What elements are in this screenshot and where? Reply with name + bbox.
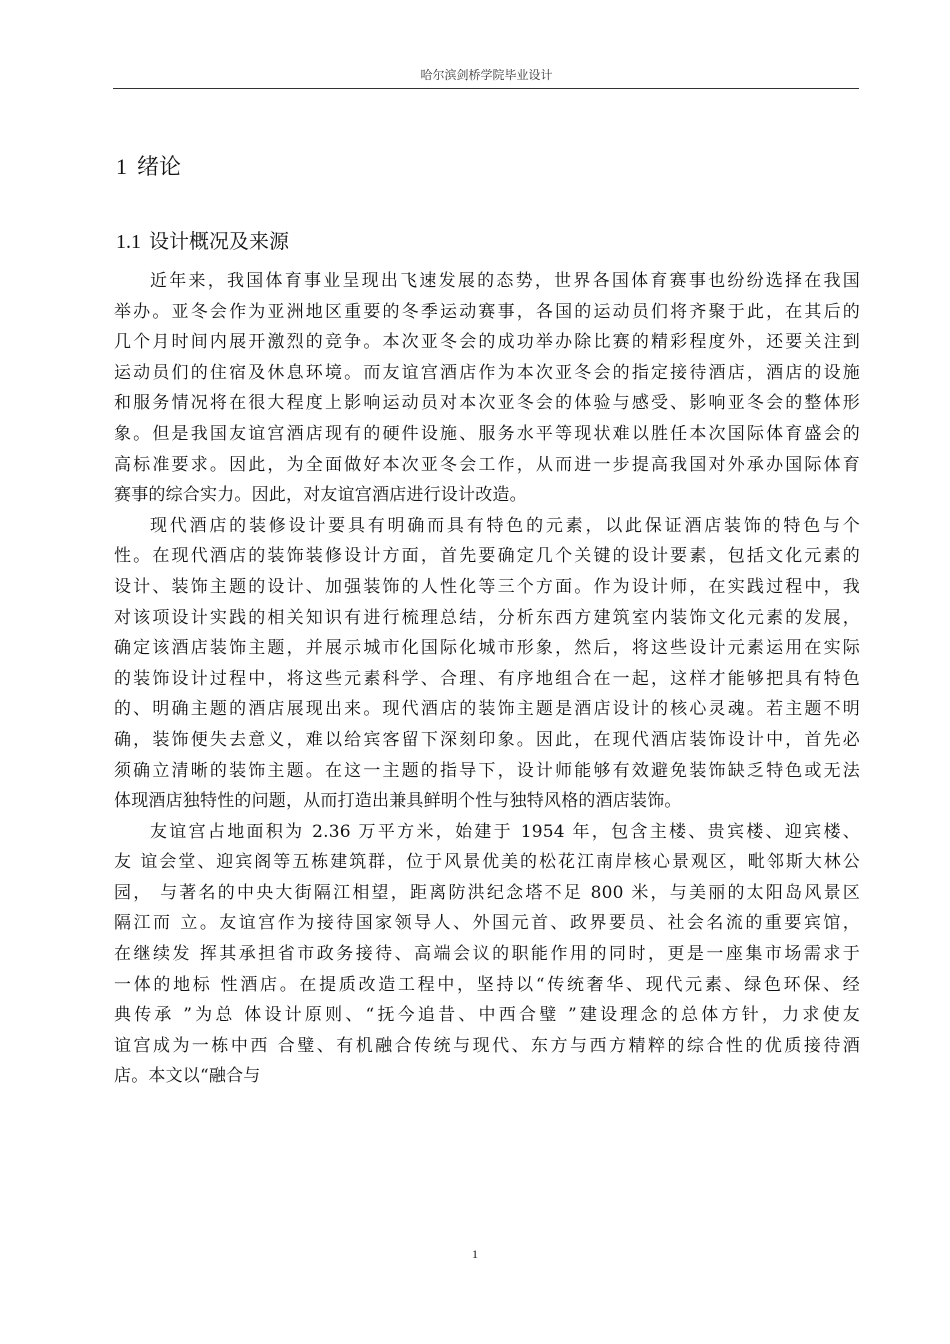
text-line: 确定该酒店装饰主题，并展示城市化国际化城市形象，然后，将这些设计元素运用在实际 bbox=[114, 638, 860, 659]
text-line: 典传承 ”为总 体设计原则、“抚今追昔、中西合璧 ”建设理念的总体方针，力求使友 bbox=[114, 1005, 860, 1026]
text-line: 友 谊会堂、迎宾阁等五栋建筑群，位于风景优美的松花江南岸核心景观区，毗邻斯大林公 bbox=[114, 852, 860, 873]
page-number: 1 bbox=[472, 1247, 478, 1261]
section-heading bbox=[116, 225, 289, 254]
running-header: 哈尔滨剑桥学院毕业设计 bbox=[420, 68, 553, 82]
text-line: 对该项设计实践的相关知识有进行梳理总结，分析东西方建筑室内装饰文化元素的发展， bbox=[114, 607, 860, 628]
chapter-number: 1 bbox=[116, 154, 127, 179]
text-line: 一体的地标 性酒店。在提质改造工程中，坚持以“传统奢华、现代元素、绿色环保、经 bbox=[114, 974, 860, 995]
text-line: 现代酒店的装修设计要具有明确而具有特色的元素，以此保证酒店装饰的特色与个 bbox=[150, 515, 860, 536]
text-line: 设计、装饰主题的设计、加强装饰的人性化等三个方面。作为设计师，在实践过程中，我 bbox=[114, 576, 860, 597]
text-line: 高标准要求。因此，为全面做好本次亚冬会工作，从而进一步提高我国对外承办国际体育 bbox=[114, 454, 860, 475]
text-line: 谊宫成为一栋中西 合璧、有机融合传统与现代、东方与西方精粹的综合性的优质接待酒 bbox=[114, 1035, 860, 1056]
text-line: 的、明确主题的酒店展现出来。现代酒店的装饰主题是酒店设计的核心灵魂。若主题不明 bbox=[114, 699, 860, 720]
text-line: 举办。亚冬会作为亚洲地区重要的冬季运动赛事，各国的运动员们将齐聚于此，在其后的 bbox=[114, 301, 860, 322]
text-line: 赛事的综合实力。因此，对友谊宫酒店进行设计改造。 bbox=[114, 485, 527, 506]
text-line: 隔江而 立。友谊宫作为接待国家领导人、外国元首、政界要员、社会名流的重要宾馆， bbox=[114, 913, 860, 934]
text-line: 须确立清晰的装饰主题。在这一主题的指导下，设计师能够有效避免装饰缺乏特色或无法 bbox=[114, 760, 860, 781]
text-line: 友谊宫占地面积为 2.36 万平方米，始建于 1954 年，包含主楼、贵宾楼、迎宾楼、 bbox=[150, 821, 860, 842]
text-line: 性。在现代酒店的装饰装修设计方面，首先要确定几个关键的设计要素，包括文化元素的 bbox=[114, 546, 860, 567]
paragraph bbox=[114, 511, 860, 817]
text-line: 和服务情况将在很大程度上影响运动员对本次亚冬会的体验与感受、影响亚冬会的整体形 bbox=[114, 393, 860, 414]
text-line: 的装饰设计过程中，将这些元素科学、合理、有序地组合在一起，这样才能够把具有特色 bbox=[114, 668, 860, 689]
text-line: 体现酒店独特性的问题，从而打造出兼具鲜明个性与独特风格的酒店装饰。 bbox=[114, 791, 682, 812]
text-line: 象。但是我国友谊宫酒店现有的硬件设施、服务水平等现状难以胜任本次国际体育盛会的 bbox=[114, 423, 860, 444]
text-line: 在继续发 挥其承担省市政务接待、高端会议的职能作用的同时，更是一座集市场需求于 bbox=[114, 944, 860, 965]
body-text bbox=[114, 266, 860, 1092]
text-line: 店。本文以“融合与 bbox=[114, 1066, 261, 1087]
text-line: 运动员们的住宿及休息环境。而友谊宫酒店作为本次亚冬会的指定接待酒店，酒店的设施 bbox=[114, 362, 860, 383]
chapter-title: 绪论 bbox=[137, 155, 182, 180]
chapter-heading bbox=[116, 150, 181, 181]
section-title: 设计概况及来源 bbox=[149, 229, 289, 253]
text-line: 园， 与著名的中央大街隔江相望，距离防洪纪念塔不足 800 米，与美丽的太阳岛风景区 bbox=[114, 882, 860, 903]
paragraph bbox=[114, 266, 860, 511]
text-line: 几个月时间内展开激烈的竞争。本次亚冬会的成功举办除比赛的精彩程度外，还要关注到 bbox=[114, 332, 860, 353]
paragraph bbox=[114, 817, 860, 1092]
section-number: 1.1 bbox=[116, 231, 141, 253]
header-divider bbox=[113, 88, 859, 89]
text-line: 近年来，我国体育事业呈现出飞速发展的态势，世界各国体育赛事也纷纷选择在我国 bbox=[150, 271, 860, 291]
text-line: 确，装饰便失去意义，难以给宾客留下深刻印象。因此，在现代酒店装饰设计中，首先必 bbox=[114, 729, 860, 750]
